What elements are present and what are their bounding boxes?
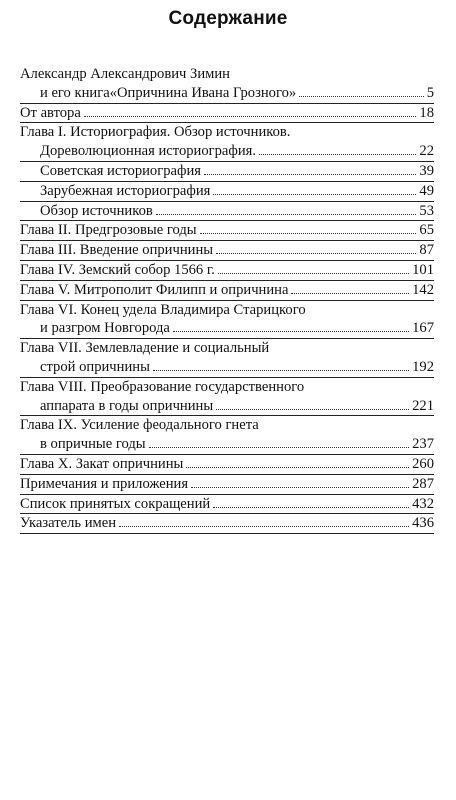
toc-entry[interactable] bbox=[20, 261, 434, 281]
dot-leader bbox=[216, 398, 409, 410]
dot-leader bbox=[149, 436, 410, 448]
toc-entry[interactable] bbox=[20, 378, 434, 417]
toc-page-number: 87 bbox=[419, 242, 434, 259]
toc-page-number: 192 bbox=[412, 358, 434, 375]
toc-page-number: 287 bbox=[412, 475, 434, 492]
toc-page-number: 432 bbox=[412, 495, 434, 512]
toc-entry[interactable] bbox=[20, 301, 434, 340]
page-title: Содержание bbox=[168, 8, 288, 29]
toc-page-number: 436 bbox=[412, 515, 434, 532]
toc-entry[interactable] bbox=[20, 202, 434, 222]
toc-entry-title: Глава X. Закат опричнины bbox=[20, 455, 184, 472]
toc-entry-title: Глава II. Предгрозовые годы bbox=[20, 222, 197, 239]
toc-entry-title: Глава VIII. Преобразование государственного bbox=[20, 378, 305, 395]
dot-leader bbox=[191, 476, 409, 488]
toc-entry[interactable] bbox=[20, 65, 434, 104]
toc-page-number: 260 bbox=[412, 455, 434, 472]
dot-leader bbox=[299, 85, 424, 97]
dot-leader bbox=[216, 242, 416, 254]
toc-entry[interactable] bbox=[20, 495, 434, 515]
toc-page-number: 237 bbox=[412, 436, 434, 453]
toc-entry-title: Глава IV. Земский собор 1566 г. bbox=[20, 261, 215, 278]
dot-leader bbox=[291, 282, 409, 294]
toc-page-number: 5 bbox=[426, 84, 434, 101]
toc-page-number: 49 bbox=[419, 182, 434, 199]
dot-leader bbox=[186, 456, 409, 468]
toc-entry[interactable] bbox=[20, 514, 434, 534]
toc-entry-title: Указатель имен bbox=[20, 515, 117, 532]
toc-entry[interactable] bbox=[20, 241, 434, 261]
dot-leader bbox=[156, 203, 417, 215]
dot-leader bbox=[204, 163, 416, 175]
toc-page-number: 101 bbox=[412, 261, 434, 278]
toc-page-number: 53 bbox=[419, 202, 434, 219]
toc-entry-title: Глава V. Митрополит Филипп и опричнина bbox=[20, 281, 289, 298]
toc-entry[interactable] bbox=[20, 281, 434, 301]
toc-entry[interactable] bbox=[20, 123, 434, 162]
dot-leader bbox=[153, 359, 409, 371]
toc-entry-title: аппарата в годы опричнины bbox=[40, 397, 214, 414]
toc-entry-title: в опричные годы bbox=[40, 436, 146, 453]
dot-leader bbox=[119, 515, 409, 527]
toc-entry[interactable] bbox=[20, 475, 434, 495]
toc-page-number: 65 bbox=[419, 222, 434, 239]
toc-entry-title: Обзор источников bbox=[40, 202, 153, 219]
toc-entry-title: Дореволюционная историография. bbox=[40, 143, 257, 160]
toc-entry-title: Советская историография bbox=[40, 162, 201, 179]
toc-entry-title: Глава III. Введение опричнины bbox=[20, 242, 214, 259]
dot-leader bbox=[213, 183, 416, 195]
toc-entry[interactable] bbox=[20, 162, 434, 182]
toc-entry-title: Глава VII. Землевладение и социальный bbox=[20, 340, 270, 357]
toc-entry-title: Примечания и приложения bbox=[20, 475, 189, 492]
toc-entry-title: и его книга«Опричнина Ивана Грозного» bbox=[40, 84, 297, 101]
toc-entry[interactable] bbox=[20, 104, 434, 124]
dot-leader bbox=[173, 320, 409, 332]
dot-leader bbox=[213, 496, 409, 508]
toc-entry[interactable] bbox=[20, 416, 434, 455]
table-of-contents bbox=[20, 65, 434, 534]
toc-entry-title: и разгром Новгорода bbox=[40, 320, 170, 337]
toc-entry-title: Зарубежная историография bbox=[40, 182, 211, 199]
toc-page-number: 142 bbox=[412, 281, 434, 298]
dot-leader bbox=[200, 222, 417, 234]
toc-entry-title: Глава VI. Конец удела Владимира Старицкого bbox=[20, 301, 306, 318]
toc-entry-title: Глава IX. Усиление феодального гнета bbox=[20, 417, 259, 434]
toc-entry-title: строй опричнины bbox=[40, 358, 150, 375]
toc-entry-title: От автора bbox=[20, 104, 81, 121]
toc-page-number: 167 bbox=[412, 320, 434, 337]
toc-entry[interactable] bbox=[20, 182, 434, 202]
dot-leader bbox=[218, 262, 409, 274]
toc-entry-title: Александр Александрович Зимин bbox=[20, 66, 230, 82]
toc-entry[interactable] bbox=[20, 455, 434, 475]
toc-entry[interactable] bbox=[20, 221, 434, 241]
dot-leader bbox=[259, 143, 416, 155]
toc-entry[interactable] bbox=[20, 339, 434, 378]
dot-leader bbox=[84, 105, 417, 117]
toc-page-number: 221 bbox=[412, 397, 434, 414]
toc-entry-title: Глава I. Историография. Обзор источников. bbox=[20, 124, 291, 141]
toc-page-number: 22 bbox=[419, 143, 434, 160]
toc-page-number: 18 bbox=[419, 104, 434, 121]
toc-entry-title: Список принятых сокращений bbox=[20, 495, 211, 512]
toc-page-number: 39 bbox=[419, 162, 434, 179]
